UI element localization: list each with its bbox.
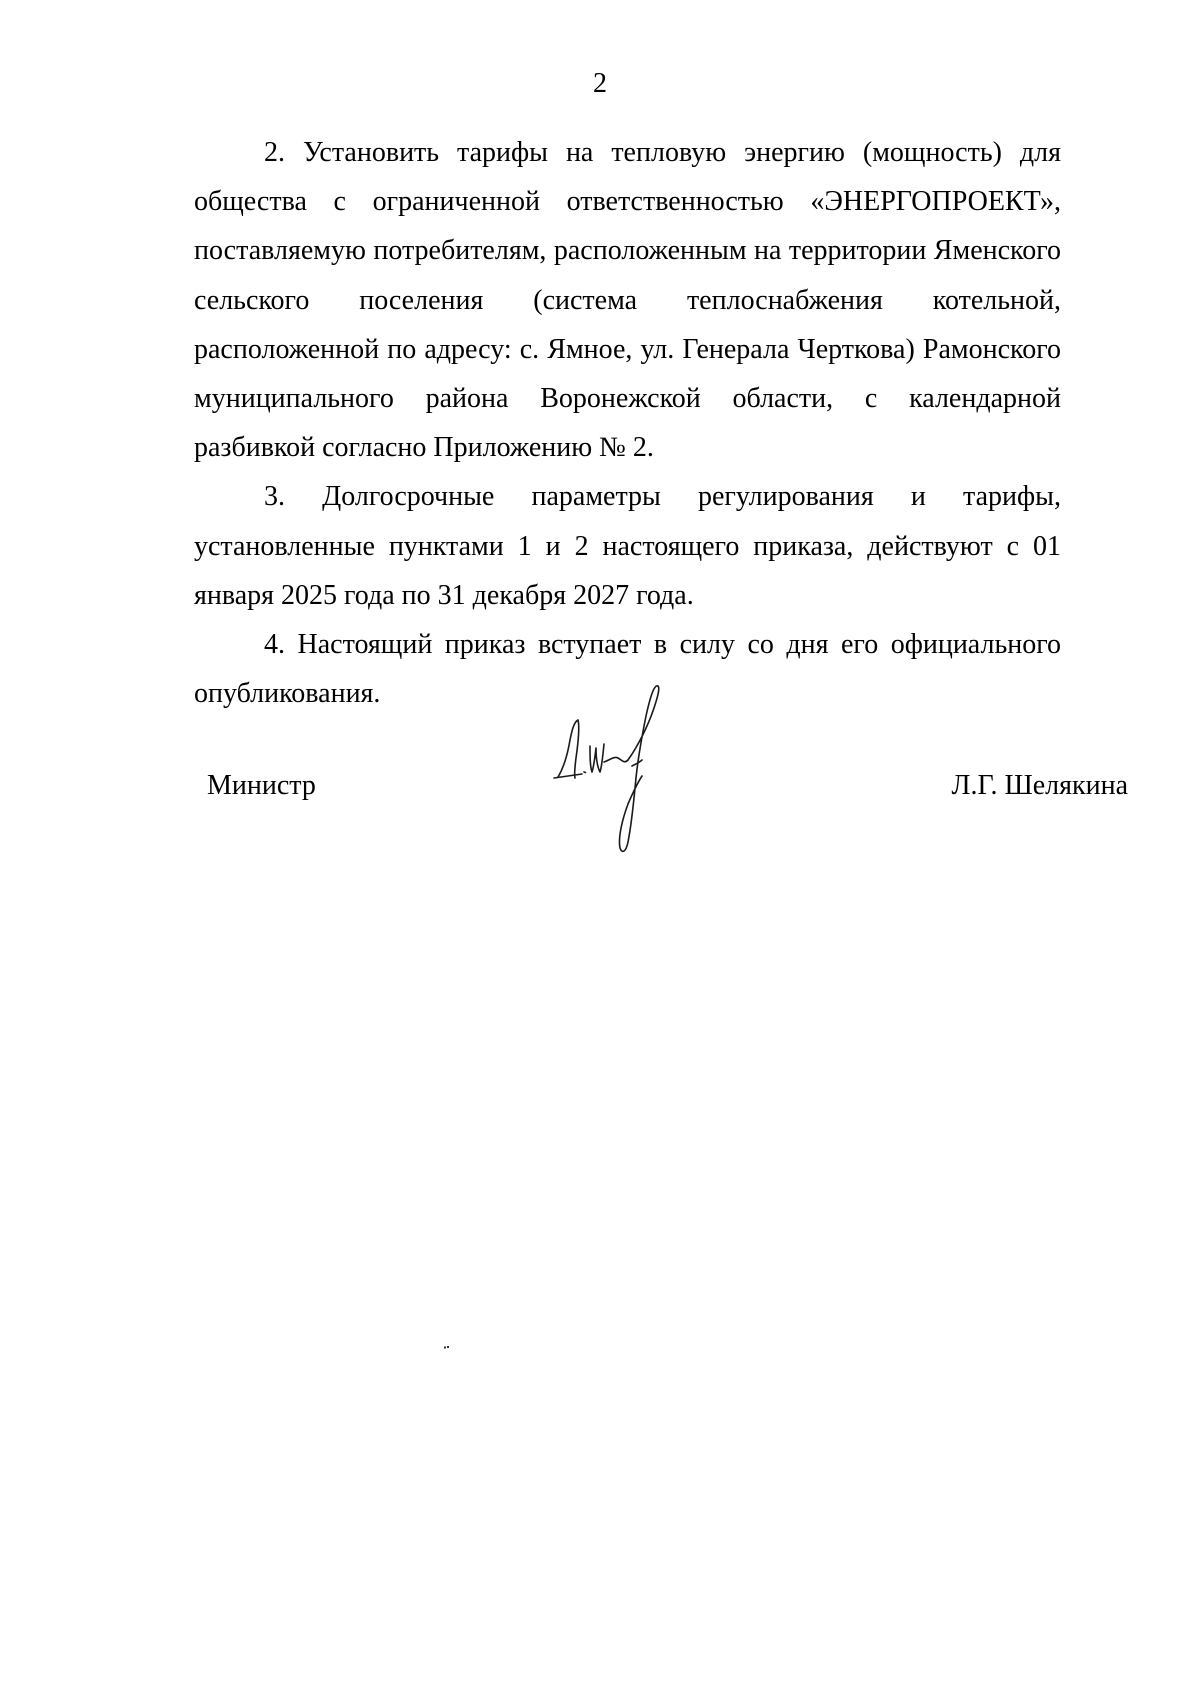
- signature-block: [0, 690, 1200, 870]
- signer-name: Л.Г. Шелякина: [951, 770, 1128, 801]
- page-number: 2: [593, 68, 607, 99]
- signer-title: Министр: [207, 770, 316, 801]
- document-body: [194, 128, 1061, 718]
- paragraph-2: 2. Установить тарифы на тепловую энергию (мощность) для общества с ограниченной ответственностью «ЭНЕРГОПРОЕКТ», поставляемую потребителям, расположенным на территории Яменского сельского поселения (система теплоснабжения котельной, расположенной по адресу: с. Ямное, ул. Генерала Черткова) Рамонского муниципального района Воронежской области, с календарной разбивкой согласно Приложению № 2.: [194, 137, 1061, 464]
- paragraph-4: 4. Настоящий приказ вступает в силу со дня его официального опубликования.: [194, 629, 1061, 710]
- handwritten-signature: [548, 682, 698, 862]
- scan-speck: [444, 1346, 450, 1349]
- paragraph-3: 3. Долгосрочные параметры регулирования и тарифы, установленные пунктами 1 и 2 настоящего приказа, действуют с 01 января 2025 года по 31 декабря 2027 года.: [194, 481, 1061, 611]
